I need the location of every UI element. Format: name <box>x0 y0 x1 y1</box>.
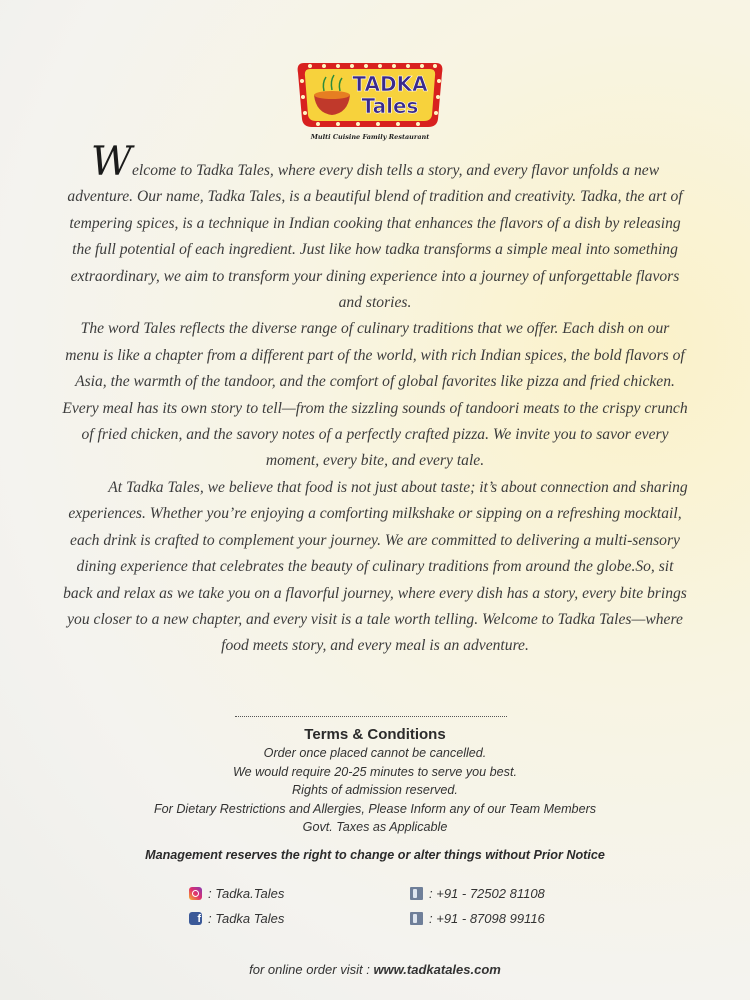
dropcap-letter: W <box>90 139 133 185</box>
intro-paragraph-3-text: At Tadka Tales, we believe that food is not just about taste; it’s about connection and sharing experiences. Whether you’re enjoying a comforting milkshake or sipping on a refreshing mocktail, each drink is crafted to complement your journey. We are committed to delivering a multi-sensory dining experience that celebrates the beauty of culinary traditions from around the globe.So, sit back and relax as we take you on a flavorful journey, where every dish has a story, every bite brings you closer to a new chapter, and every visit is a tale worth telling. Welcome to Tadka Tales—where food meets story, and every meal is an adventure. <box>63 478 688 655</box>
phone-number-1: : +91 - 72502 81108 <box>429 886 545 901</box>
terms-line: We would require 20-25 minutes to serve you best. <box>233 764 517 779</box>
phone-contact-2[interactable] <box>410 911 545 926</box>
terms-line: Rights of admission reserved. <box>292 783 458 797</box>
logo-title-line2: Tales <box>361 94 419 118</box>
restaurant-logo <box>290 55 450 143</box>
terms-line: For Dietary Restrictions and Allergies, Please Inform any of our Team Members <box>153 801 597 816</box>
phone-icon <box>410 912 423 925</box>
instagram-handle: : Tadka.Tales <box>208 886 285 901</box>
terms-line: Order once placed cannot be cancelled. <box>263 746 487 760</box>
terms-line: Govt. Taxes as Applicable <box>302 820 448 834</box>
terms-section <box>0 726 750 837</box>
website-line <box>0 962 750 977</box>
website-link[interactable]: www.tadkatales.com <box>373 962 501 977</box>
facebook-icon: f <box>189 912 202 925</box>
intro-paragraph-1 <box>62 139 688 316</box>
logo-tagline: Multi Cuisine Family Restaurant <box>310 133 430 141</box>
section-divider <box>235 716 507 717</box>
phone-contact-1[interactable] <box>410 886 545 901</box>
intro-paragraph-2: The word Tales reflects the diverse range of culinary traditions that we offer. Each dish on our menu is like a chapter from a different part of the world, with rich Indian spices, the bold flavors of Asia, the warmth of the tandoor, and the comfort of global favorites like pizza and fried chicken. Every meal has its own story to tell—from the sizzling sounds of tandoori meats to the crispy crunch of fried chicken, and the savory notes of a perfectly crafted pizza. We invite you to savor every moment, every bite, and every tale. <box>62 320 688 470</box>
intro-paragraph-1-text: elcome to Tadka Tales, where every dish tells a story, and every flavor unfolds a new adventure. Our name, Tadka Tales, is a beautiful blend of tradition and creativity. Tadka, the art of tempering spices, is a technique in Indian cooking that enhances the flavors of a dish by releasing the full potential of each ingredient. Just like how tadka transforms a simple meal into something extraordinary, we aim to transform your dining experience into a journey of unforgettable flavors and stories. <box>67 162 683 312</box>
instagram-icon <box>189 887 202 900</box>
phone-icon <box>410 887 423 900</box>
logo-graphic <box>290 55 450 143</box>
website-prefix: for online order visit : <box>249 962 370 977</box>
intro-text <box>62 139 688 660</box>
management-notice: Management reserves the right to change or alter things without Prior Notice <box>145 848 605 862</box>
instagram-contact[interactable] <box>189 886 284 901</box>
logo-title-line1: TADKA <box>352 72 428 96</box>
phone-number-2: : +91 - 87098 99116 <box>429 911 545 926</box>
facebook-contact[interactable] <box>189 911 284 926</box>
terms-title: Terms & Conditions <box>304 726 446 743</box>
intro-paragraph-3 <box>62 475 688 660</box>
facebook-handle: : Tadka Tales <box>208 911 285 926</box>
